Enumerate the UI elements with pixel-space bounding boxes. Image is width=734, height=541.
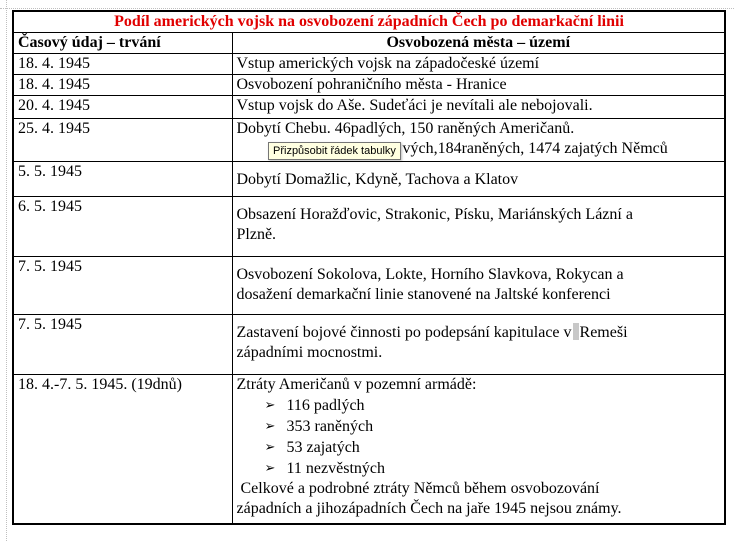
date-cell[interactable]: 20. 4. 1945 xyxy=(13,96,232,119)
place-cell[interactable]: Dobytí Domažlic, Kdyně, Tachova a Klatov xyxy=(232,162,725,197)
date-cell[interactable]: 6. 5. 1945 xyxy=(13,197,232,257)
place-cell[interactable] xyxy=(232,375,725,525)
list-item: ➢ 353 raněných xyxy=(264,417,374,435)
place-line: Plzně. xyxy=(236,226,277,243)
title-row xyxy=(13,11,725,33)
place-cell[interactable] xyxy=(232,257,725,315)
place-line: Obsazení Horažďovic, Strakonic, Písku, Mariánských Lázní a xyxy=(236,206,633,223)
arrowhead-bullet-icon: ➢ xyxy=(264,418,276,434)
table-row xyxy=(13,96,725,119)
place-cell[interactable] xyxy=(232,315,725,375)
place-line: Dobytí Chebu. 46padlých, 150 raněných Američanů. xyxy=(236,120,575,137)
place-cell[interactable]: Vstup amerických vojsk na západočeské území xyxy=(232,54,725,75)
arrowhead-bullet-icon: ➢ xyxy=(264,397,276,413)
arrowhead-bullet-icon: ➢ xyxy=(264,439,276,455)
list-item: ➢ 116 padlých xyxy=(264,396,365,414)
liberation-table[interactable] xyxy=(12,10,726,525)
place-line: západních a jihozápadních Čech na jaře 1945 nejsou známy. xyxy=(236,500,622,517)
place-text: Remeši xyxy=(579,324,628,341)
list-item: ➢ 53 zajatých xyxy=(264,438,360,456)
place-line: vých,184raněných, 1474 zajatých Němců xyxy=(402,140,668,157)
place-line: západními mocnostmi. xyxy=(236,344,383,361)
place-line: Celkové a podrobné ztráty Němců během osvobozování xyxy=(236,480,600,497)
place-line: Osvobození Sokolova, Lokte, Horního Slavkova, Rokycan a xyxy=(236,266,624,283)
text-cursor-highlight xyxy=(573,323,579,340)
date-cell[interactable]: 7. 5. 1945 xyxy=(13,315,232,375)
place-line: Ztráty Američanů v pozemní armádě: xyxy=(236,376,477,393)
place-cell[interactable] xyxy=(232,197,725,257)
table-row xyxy=(13,162,725,197)
date-cell[interactable]: 18. 4. 1945 xyxy=(13,75,232,96)
arrowhead-bullet-icon: ➢ xyxy=(264,460,276,476)
date-cell[interactable]: 5. 5. 1945 xyxy=(13,162,232,197)
table-row xyxy=(13,315,725,375)
table-row xyxy=(13,75,725,96)
place-cell[interactable]: Osvobození pohraničního města - Hranice xyxy=(232,75,725,96)
table-row xyxy=(13,54,725,75)
header-time[interactable]: Časový údaj – trvání xyxy=(13,33,232,54)
date-cell[interactable]: 18. 4. 1945 xyxy=(13,54,232,75)
list-item: ➢ 11 nezvěstných xyxy=(264,459,385,477)
place-text: Zastavení bojové činnosti po podepsání kapitulace v xyxy=(236,324,572,341)
header-row xyxy=(13,33,725,54)
losses-list xyxy=(237,395,721,479)
place-line xyxy=(237,323,721,343)
fit-row-tooltip: Přizpůsobit řádek tabulky xyxy=(268,142,401,160)
date-cell[interactable]: 18. 4.-7. 5. 1945. (19dnů) xyxy=(13,375,232,525)
table-title[interactable]: Podíl amerických vojsk na osvobození západních Čech po demarkační linii xyxy=(13,11,725,33)
page-margin-guide-vertical xyxy=(6,0,7,541)
header-place[interactable]: Osvobozená města – území xyxy=(232,33,725,54)
table-row xyxy=(13,197,725,257)
place-text: Vstup vojsk do Aše. Sudeťáci je nevítali ale nebojovali. xyxy=(236,97,593,114)
place-cell[interactable] xyxy=(232,96,725,119)
page-margin-guide-horizontal xyxy=(0,8,734,9)
place-line: dosažení demarkační linie stanovené na Jaltské konferenci xyxy=(236,286,611,303)
date-cell[interactable]: 25. 4. 1945 xyxy=(13,119,232,162)
date-cell[interactable]: 7. 5. 1945 xyxy=(13,257,232,315)
table-row xyxy=(13,257,725,315)
table-row xyxy=(13,375,725,525)
